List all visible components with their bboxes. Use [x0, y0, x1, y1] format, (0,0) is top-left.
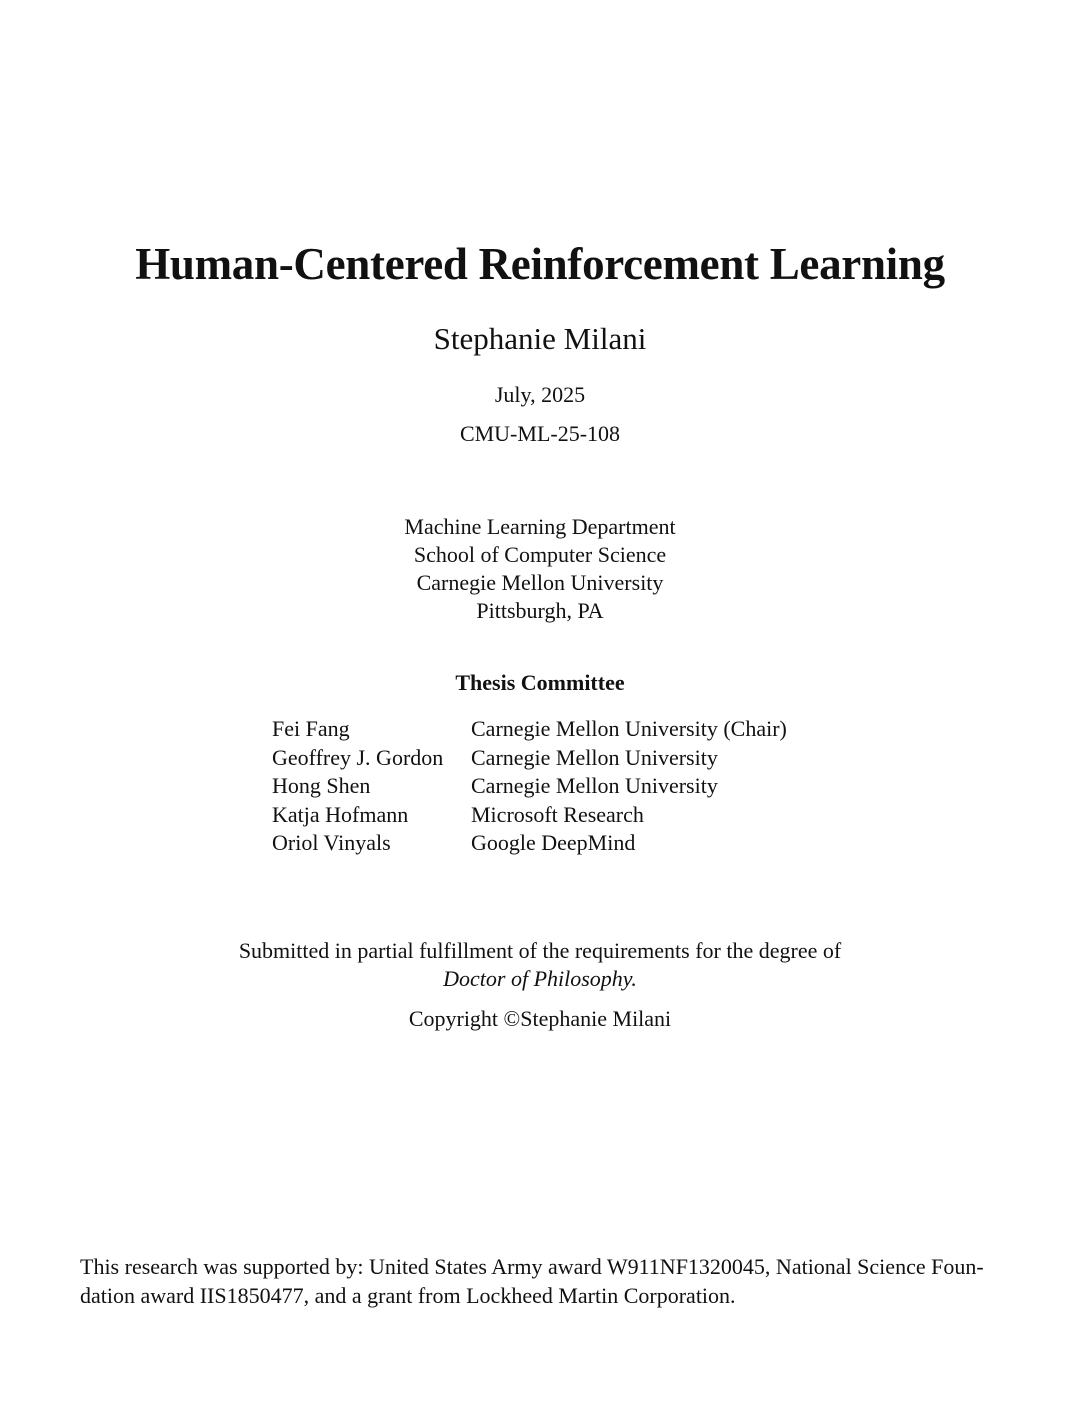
affiliation-block	[0, 513, 1080, 625]
committee-member	[272, 829, 787, 858]
funding-acknowledgement	[80, 1252, 1000, 1310]
committee-heading: Thesis Committee	[455, 670, 625, 695]
committee-member-name: Geoffrey J. Gordon	[272, 744, 444, 770]
affiliation-department: Machine Learning Department	[404, 514, 676, 539]
funding-line: dation award IIS1850477, and a grant from Lockheed Martin Corporation.	[80, 1283, 736, 1308]
committee-member-name: Hong Shen	[272, 773, 371, 799]
degree-name: Doctor of Philosophy.	[443, 966, 637, 991]
report-number: CMU-ML-25-108	[459, 421, 621, 446]
publication-date: July, 2025	[494, 382, 586, 407]
author-name: Stephanie Milani	[433, 321, 647, 356]
committee-member-affiliation: Carnegie Mellon University	[471, 744, 718, 770]
committee-member-name: Oriol Vinyals	[272, 830, 391, 856]
committee-table	[272, 715, 787, 858]
affiliation-university: Carnegie Mellon University	[416, 570, 664, 595]
committee-member-affiliation: Microsoft Research	[471, 801, 644, 827]
committee-member	[272, 772, 787, 801]
funding-line: This research was supported by: United States Army award W911NF1320045, National Science Foun-	[80, 1254, 984, 1279]
committee-member-name: Fei Fang	[272, 716, 350, 741]
submission-statement: Submitted in partial fulfillment of the requirements for the degree of	[238, 938, 842, 963]
committee-member	[272, 801, 787, 830]
committee-member-affiliation: Google DeepMind	[471, 830, 636, 856]
affiliation-location: Pittsburgh, PA	[476, 598, 604, 623]
thesis-title: Human-Centered Reinforcement Learning	[135, 239, 945, 289]
committee-member-affiliation: Carnegie Mellon University	[471, 773, 718, 799]
affiliation-school: School of Computer Science	[413, 542, 667, 567]
committee-member-name: Katja Hofmann	[272, 801, 409, 827]
committee-member-affiliation: Carnegie Mellon University (Chair)	[471, 716, 787, 741]
committee-member	[272, 715, 787, 744]
committee-member	[272, 744, 787, 773]
copyright-notice: Copyright ©Stephanie Milani	[408, 1006, 672, 1031]
